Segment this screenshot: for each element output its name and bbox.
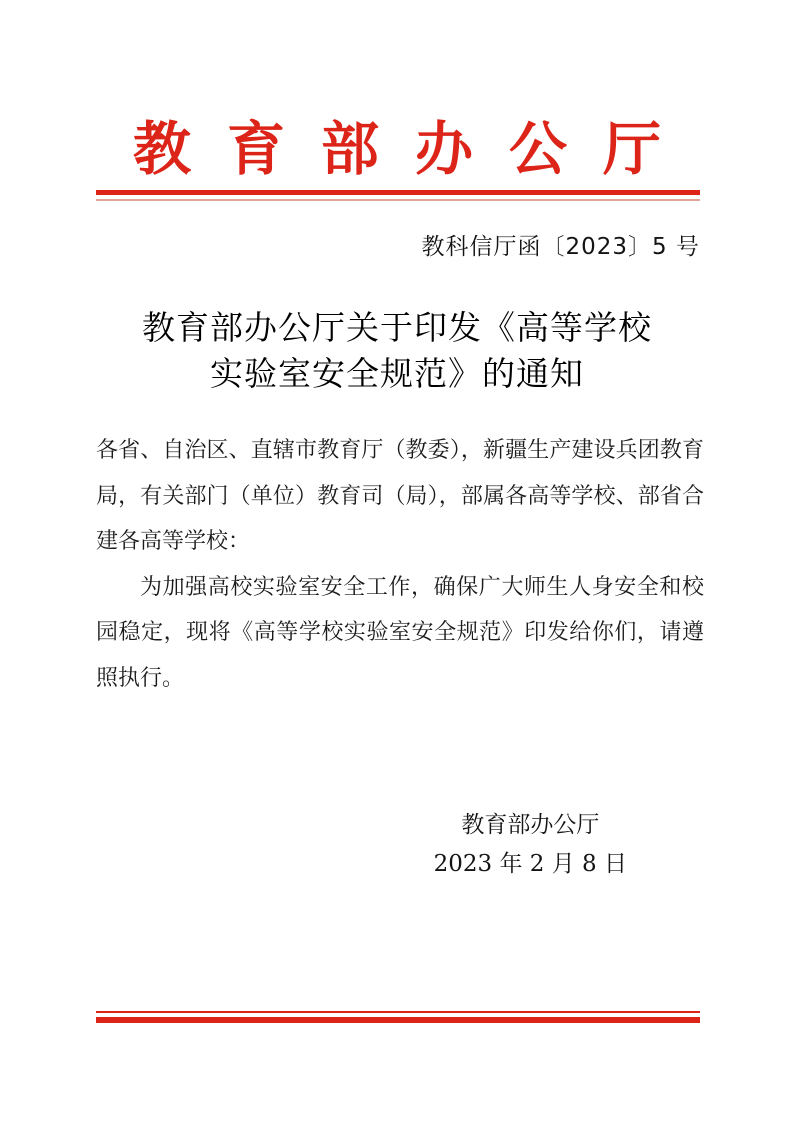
document-title-line2: 实验室安全规范》的通知: [210, 354, 584, 393]
signature-block: [434, 806, 627, 884]
signer-name: 教育部办公厅: [461, 812, 600, 838]
letterhead-divider-thin: [96, 199, 700, 201]
main-paragraph: 为加强高校实验室安全工作，确保广大师生人身安全和校园稳定，现将《高等学校实验室安全规范》印发给你们，请遵照执行。: [96, 574, 704, 691]
letterhead-agency-name: 教育部办公厅: [132, 115, 697, 183]
footer-divider-thick: [96, 1017, 700, 1023]
document-title-line1: 教育部办公厅关于印发《高等学校: [142, 308, 652, 347]
signature-date: 2023 年 2 月 8 日: [433, 851, 627, 877]
recipients-paragraph: 各省、自治区、直辖市教育厅（教委），新疆生产建设兵团教育局，有关部门（单位）教育司（局），部属各高等学校、部省合建各高等学校：: [96, 438, 704, 554]
footer-divider-thin: [96, 1011, 700, 1013]
document-title: [0, 305, 794, 397]
document-body: [96, 428, 704, 701]
document-reference-number: 教科信厅函〔2023〕5 号: [421, 234, 700, 260]
letterhead-divider-thick: [96, 190, 700, 195]
